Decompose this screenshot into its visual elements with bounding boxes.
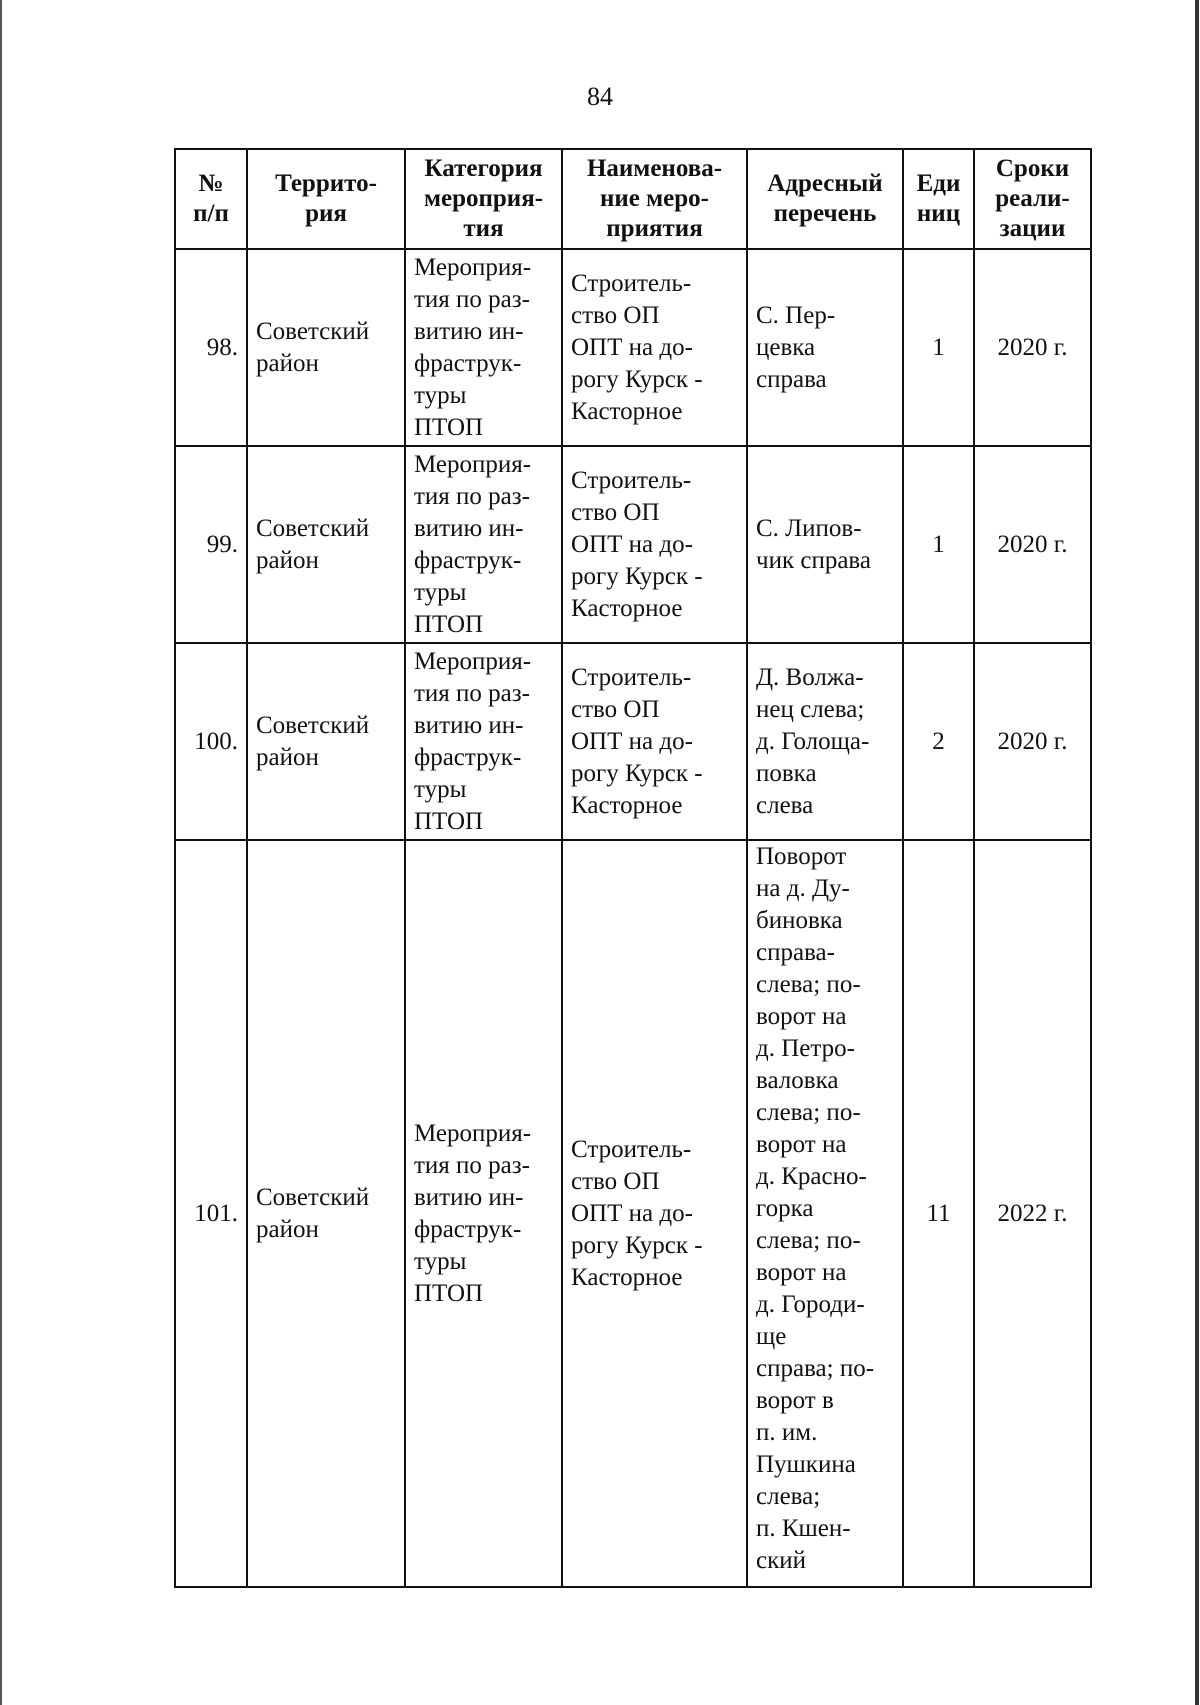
cell-category: Мероприя- тия по раз- витию ин- фраструк- туры ПТОП	[405, 249, 562, 446]
cell-units: 11	[903, 840, 974, 1587]
cell-address: Д. Волжа- нец слева; д. Голоща- повка слева	[747, 643, 903, 840]
scan-edge-right	[1195, 0, 1199, 1705]
cell-num: 98.	[175, 249, 247, 446]
cell-num: 101.	[175, 840, 247, 1587]
header-category: Категория мероприя- тия	[405, 149, 562, 249]
cell-address: С. Пер- цевка справа	[747, 249, 903, 446]
cell-units: 1	[903, 446, 974, 643]
page-number: 84	[587, 82, 613, 111]
cell-name: Строитель- ство ОП ОПТ на до- рогу Курск - Касторное	[562, 643, 747, 840]
cell-address: Поворот на д. Ду- биновка справа- слева; по- ворот на д. Петро- валовка слева; по- ворот на д. Красно- горка слева; по- ворот на д. Городи- ще справа; по- ворот в п. им. Пушкина слева; п. Кшен- ский	[747, 840, 903, 1587]
table-row	[175, 643, 1091, 840]
header-row	[175, 149, 1091, 249]
cell-units: 1	[903, 249, 974, 446]
cell-category: Мероприя- тия по раз- витию ин- фраструк- туры ПТОП	[405, 643, 562, 840]
cell-name: Строитель- ство ОП ОПТ на до- рогу Курск - Касторное	[562, 840, 747, 1587]
cell-territory: Советский район	[247, 249, 405, 446]
cell-category: Мероприя- тия по раз- витию ин- фраструк- туры ПТОП	[405, 446, 562, 643]
events-table	[174, 148, 1092, 1588]
header-term: Сроки реали- зации	[974, 149, 1091, 249]
cell-term: 2020 г.	[974, 249, 1091, 446]
table-row	[175, 446, 1091, 643]
header-territory: Террито- рия	[247, 149, 405, 249]
table-row	[175, 840, 1091, 1587]
scan-edge-left	[0, 0, 2, 1705]
cell-term: 2022 г.	[974, 840, 1091, 1587]
cell-category: Мероприя- тия по раз- витию ин- фраструк- туры ПТОП	[405, 840, 562, 1587]
cell-name: Строитель- ство ОП ОПТ на до- рогу Курск - Касторное	[562, 446, 747, 643]
header-name: Наименова- ние меро- приятия	[562, 149, 747, 249]
header-units: Еди ниц	[903, 149, 974, 249]
table-row	[175, 249, 1091, 446]
cell-term: 2020 г.	[974, 643, 1091, 840]
cell-territory: Советский район	[247, 840, 405, 1587]
cell-units: 2	[903, 643, 974, 840]
header-address: Адресный перечень	[747, 149, 903, 249]
cell-name: Строитель- ство ОП ОПТ на до- рогу Курск - Касторное	[562, 249, 747, 446]
header-num: № п/п	[175, 149, 247, 249]
cell-territory: Советский район	[247, 643, 405, 840]
cell-territory: Советский район	[247, 446, 405, 643]
cell-term: 2020 г.	[974, 446, 1091, 643]
cell-address: С. Липов- чик справа	[747, 446, 903, 643]
cell-num: 99.	[175, 446, 247, 643]
cell-num: 100.	[175, 643, 247, 840]
